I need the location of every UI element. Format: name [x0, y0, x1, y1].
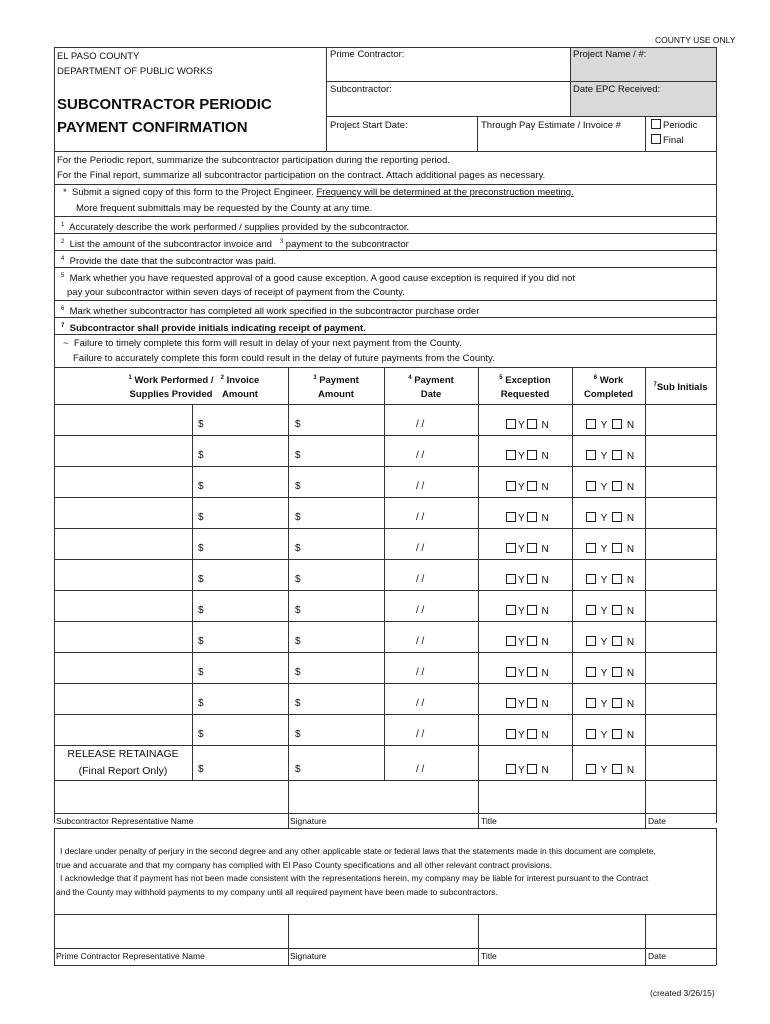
payment-dollar[interactable]: $: [295, 729, 301, 740]
prime-contractor-label: Prime Contractor:: [330, 49, 405, 60]
instruction-4: $^4$ Provide the date that the subcontractor was paid.: [61, 256, 277, 268]
declaration-line4: and the County may withhold payments to my company until all required payment have been made to subcontractors.: [56, 887, 498, 897]
completed-yn[interactable]: Y N: [584, 481, 634, 494]
sub-rep-name-label: Subcontractor Representative Name: [56, 816, 194, 826]
periodic-option[interactable]: Periodic: [649, 119, 697, 132]
exception-yn[interactable]: Y N: [504, 729, 549, 742]
payment-dollar[interactable]: $: [295, 512, 301, 523]
payment-dollar[interactable]: $: [295, 419, 301, 430]
completed-no-checkbox[interactable]: [612, 667, 622, 677]
payment-dollar[interactable]: $: [295, 698, 301, 709]
completed-yes-checkbox[interactable]: [586, 729, 596, 739]
completed-yes-checkbox[interactable]: [586, 764, 596, 774]
exception-yes-checkbox[interactable]: [506, 667, 516, 677]
exception-yn[interactable]: Y N: [504, 667, 549, 680]
invoice-dollar[interactable]: $: [198, 481, 204, 492]
completed-no-checkbox[interactable]: [612, 574, 622, 584]
completed-yn[interactable]: Y N: [584, 764, 634, 777]
instruction-1: $^1$ Accurately describe the work performed / supplies provided by the subcontractor.: [61, 222, 410, 234]
completed-yes-checkbox[interactable]: [586, 543, 596, 553]
payment-dollar[interactable]: $: [295, 636, 301, 647]
completed-yes-checkbox[interactable]: [586, 481, 596, 491]
col-work-completed: $^6$ Work Completed: [583, 375, 634, 401]
completed-yes-checkbox[interactable]: [586, 605, 596, 615]
invoice-dollar[interactable]: $: [198, 698, 204, 709]
exception-yn[interactable]: Y N: [504, 419, 549, 432]
payment-date-slashes[interactable]: / /: [416, 667, 425, 678]
payment-dollar[interactable]: $: [295, 450, 301, 461]
release-retainage-label: RELEASE RETAINAGE (Final Report Only): [67, 748, 179, 777]
completed-yes-checkbox[interactable]: [586, 512, 596, 522]
exception-yes-checkbox[interactable]: [506, 419, 516, 429]
declaration-line3: I acknowledge that if payment has not been made consistent with the representations herein, my company may be liable for interest pursuant to the Contract: [60, 873, 649, 883]
instruction-final: For the Final report, summarize all subcontractor participation on the contract. Attach additional pages as necessary.: [57, 170, 546, 181]
invoice-dollar[interactable]: $: [198, 419, 204, 430]
date-epc-label: Date EPC Received:: [573, 84, 661, 95]
completed-no-checkbox[interactable]: [612, 729, 622, 739]
invoice-dollar[interactable]: $: [198, 764, 204, 775]
org-department: DEPARTMENT OF PUBLIC WORKS: [57, 66, 213, 77]
exception-yn[interactable]: Y N: [504, 636, 549, 649]
form-title-line2: PAYMENT CONFIRMATION: [57, 119, 248, 136]
completed-yes-checkbox[interactable]: [586, 574, 596, 584]
col-payment-date: $^4$ Payment Date: [408, 375, 454, 401]
instruction-frequency: More frequent submittals may be requested by the County at any time.: [76, 203, 373, 214]
completed-no-checkbox[interactable]: [612, 764, 622, 774]
completed-yes-checkbox[interactable]: [586, 698, 596, 708]
instruction-periodic: For the Periodic report, summarize the subcontractor participation during the reporting period.: [57, 155, 450, 166]
payment-date-slashes[interactable]: / /: [416, 512, 425, 523]
periodic-checkbox[interactable]: [651, 119, 661, 129]
sub-signature-label: Signature: [290, 816, 327, 826]
completed-yes-checkbox[interactable]: [586, 419, 596, 429]
completed-no-checkbox[interactable]: [612, 543, 622, 553]
completed-no-checkbox[interactable]: [612, 481, 622, 491]
completed-yn[interactable]: Y N: [584, 450, 634, 463]
exception-yes-checkbox[interactable]: [506, 574, 516, 584]
instruction-2-3: $^2$ List the amount of the subcontractor invoice and $^3$ payment to the subcontractor: [61, 239, 409, 251]
exception-yn[interactable]: Y N: [504, 574, 549, 587]
exception-yn[interactable]: Y N: [504, 543, 549, 556]
invoice-dollar[interactable]: $: [198, 543, 204, 554]
exception-no-checkbox[interactable]: [527, 729, 537, 739]
completed-yes-checkbox[interactable]: [586, 667, 596, 677]
payment-date-slashes[interactable]: / /: [416, 729, 425, 740]
payment-date-slashes[interactable]: / /: [416, 605, 425, 616]
instruction-submit: * Submit a signed copy of this form to the Project Engineer. Frequency will be determined at the preconstruction meeting.: [63, 187, 574, 198]
payment-dollar[interactable]: $: [295, 764, 301, 775]
declaration-line1: I declare under penalty of perjury in the second degree and any other applicable state or federal laws that the statements made in this document are complete,: [60, 846, 656, 856]
completed-yn[interactable]: Y N: [584, 636, 634, 649]
sub-title-label: Title: [481, 816, 497, 826]
exception-no-checkbox[interactable]: [527, 574, 537, 584]
payment-date-slashes[interactable]: / /: [416, 636, 425, 647]
exception-yn[interactable]: Y N: [504, 512, 549, 525]
completed-yes-checkbox[interactable]: [586, 450, 596, 460]
project-start-label: Project Start Date:: [330, 120, 408, 131]
payment-date-slashes[interactable]: / /: [416, 698, 425, 709]
completed-yn[interactable]: Y N: [584, 729, 634, 742]
exception-no-checkbox[interactable]: [527, 636, 537, 646]
payment-date-slashes[interactable]: / /: [416, 764, 425, 775]
completed-yn[interactable]: Y N: [584, 605, 634, 618]
exception-no-checkbox[interactable]: [527, 764, 537, 774]
completed-yn[interactable]: Y N: [584, 419, 634, 432]
exception-no-checkbox[interactable]: [527, 481, 537, 491]
final-option[interactable]: Final: [649, 134, 684, 147]
exception-yn[interactable]: Y N: [504, 481, 549, 494]
exception-no-checkbox[interactable]: [527, 543, 537, 553]
instruction-5-cont: pay your subcontractor within seven days of receipt of payment from the County.: [67, 287, 405, 298]
prime-rep-name-label: Prime Contractor Representative Name: [56, 951, 205, 961]
instruction-failure-timely: ~ Failure to timely complete this form will result in delay of your next payment from the County.: [63, 338, 462, 349]
payment-date-slashes[interactable]: / /: [416, 419, 425, 430]
declaration-line2: true and accuarate and that my company has complied with El Paso County specifications and all other relevant contract provisions.: [56, 860, 553, 870]
invoice-dollar[interactable]: $: [198, 605, 204, 616]
instruction-5: $^5$ Mark whether you have requested approval of a good cause exception. A good cause exception is required if you did not: [61, 273, 576, 285]
payment-date-slashes[interactable]: / /: [416, 450, 425, 461]
completed-yn[interactable]: Y N: [584, 543, 634, 556]
exception-yes-checkbox[interactable]: [506, 764, 516, 774]
completed-yn[interactable]: Y N: [584, 698, 634, 711]
completed-no-checkbox[interactable]: [612, 605, 622, 615]
exception-yn[interactable]: Y N: [504, 450, 549, 463]
form-title-line1: SUBCONTRACTOR PERIODIC: [57, 96, 272, 113]
prime-signature-label: Signature: [290, 951, 327, 961]
exception-no-checkbox[interactable]: [527, 698, 537, 708]
invoice-dollar[interactable]: $: [198, 636, 204, 647]
exception-yes-checkbox[interactable]: [506, 605, 516, 615]
invoice-dollar[interactable]: $: [198, 574, 204, 585]
invoice-dollar[interactable]: $: [198, 450, 204, 461]
col-exception-requested: $^5$ Exception Requested: [499, 375, 551, 401]
project-name-label: Project Name / #:: [573, 49, 647, 60]
instruction-7: $^7$ Subcontractor shall provide initials indicating receipt of payment.: [61, 323, 366, 335]
payment-date-slashes[interactable]: / /: [416, 481, 425, 492]
exception-no-checkbox[interactable]: [527, 450, 537, 460]
payment-date-slashes[interactable]: / /: [416, 574, 425, 585]
completed-no-checkbox[interactable]: [612, 512, 622, 522]
col-invoice-amount: $^2$ Invoice Amount: [220, 375, 260, 401]
payment-dollar[interactable]: $: [295, 667, 301, 678]
payment-date-slashes[interactable]: / /: [416, 543, 425, 554]
exception-yes-checkbox[interactable]: [506, 543, 516, 553]
prime-title-label: Title: [481, 951, 497, 961]
completed-no-checkbox[interactable]: [612, 419, 622, 429]
completed-yn[interactable]: Y N: [584, 667, 634, 680]
exception-no-checkbox[interactable]: [527, 667, 537, 677]
col-payment-amount: $^3$ Payment Amount: [313, 375, 359, 401]
instruction-6: $^6$ Mark whether subcontractor has completed all work specified in the subcontractor purchase order: [61, 306, 480, 318]
invoice-dollar[interactable]: $: [198, 512, 204, 523]
completed-no-checkbox[interactable]: [612, 636, 622, 646]
completed-yes-checkbox[interactable]: [586, 636, 596, 646]
instruction-failure-accurate: Failure to accurately complete this form could result in the delay of future payments from the County.: [73, 353, 495, 364]
exception-yes-checkbox[interactable]: [506, 512, 516, 522]
col-sub-initials: $^7$Sub Initials: [653, 382, 708, 394]
sub-date-label: Date: [648, 816, 666, 826]
payment-dollar[interactable]: $: [295, 543, 301, 554]
payment-dollar[interactable]: $: [295, 481, 301, 492]
exception-no-checkbox[interactable]: [527, 605, 537, 615]
through-pay-label: Through Pay Estimate / Invoice #: [481, 120, 621, 131]
invoice-dollar[interactable]: $: [198, 729, 204, 740]
exception-yes-checkbox[interactable]: [506, 698, 516, 708]
created-date: (created 3/26/15): [650, 988, 715, 998]
invoice-dollar[interactable]: $: [198, 667, 204, 678]
col-work-performed: $^1$ Work Performed / Supplies Provided: [128, 375, 214, 401]
completed-no-checkbox[interactable]: [612, 698, 622, 708]
exception-yes-checkbox[interactable]: [506, 636, 516, 646]
completed-yn[interactable]: Y N: [584, 512, 634, 525]
payment-dollar[interactable]: $: [295, 574, 301, 585]
exception-yes-checkbox[interactable]: [506, 481, 516, 491]
exception-no-checkbox[interactable]: [527, 419, 537, 429]
exception-yn[interactable]: Y N: [504, 605, 549, 618]
exception-yn[interactable]: Y N: [504, 764, 549, 777]
exception-no-checkbox[interactable]: [527, 512, 537, 522]
exception-yn[interactable]: Y N: [504, 698, 549, 711]
subcontractor-label: Subcontractor:: [330, 84, 392, 95]
payment-dollar[interactable]: $: [295, 605, 301, 616]
final-checkbox[interactable]: [651, 134, 661, 144]
completed-yn[interactable]: Y N: [584, 574, 634, 587]
prime-date-label: Date: [648, 951, 666, 961]
county-use-label: COUNTY USE ONLY: [655, 35, 736, 45]
completed-no-checkbox[interactable]: [612, 450, 622, 460]
exception-yes-checkbox[interactable]: [506, 729, 516, 739]
exception-yes-checkbox[interactable]: [506, 450, 516, 460]
org-name: EL PASO COUNTY: [57, 51, 140, 62]
